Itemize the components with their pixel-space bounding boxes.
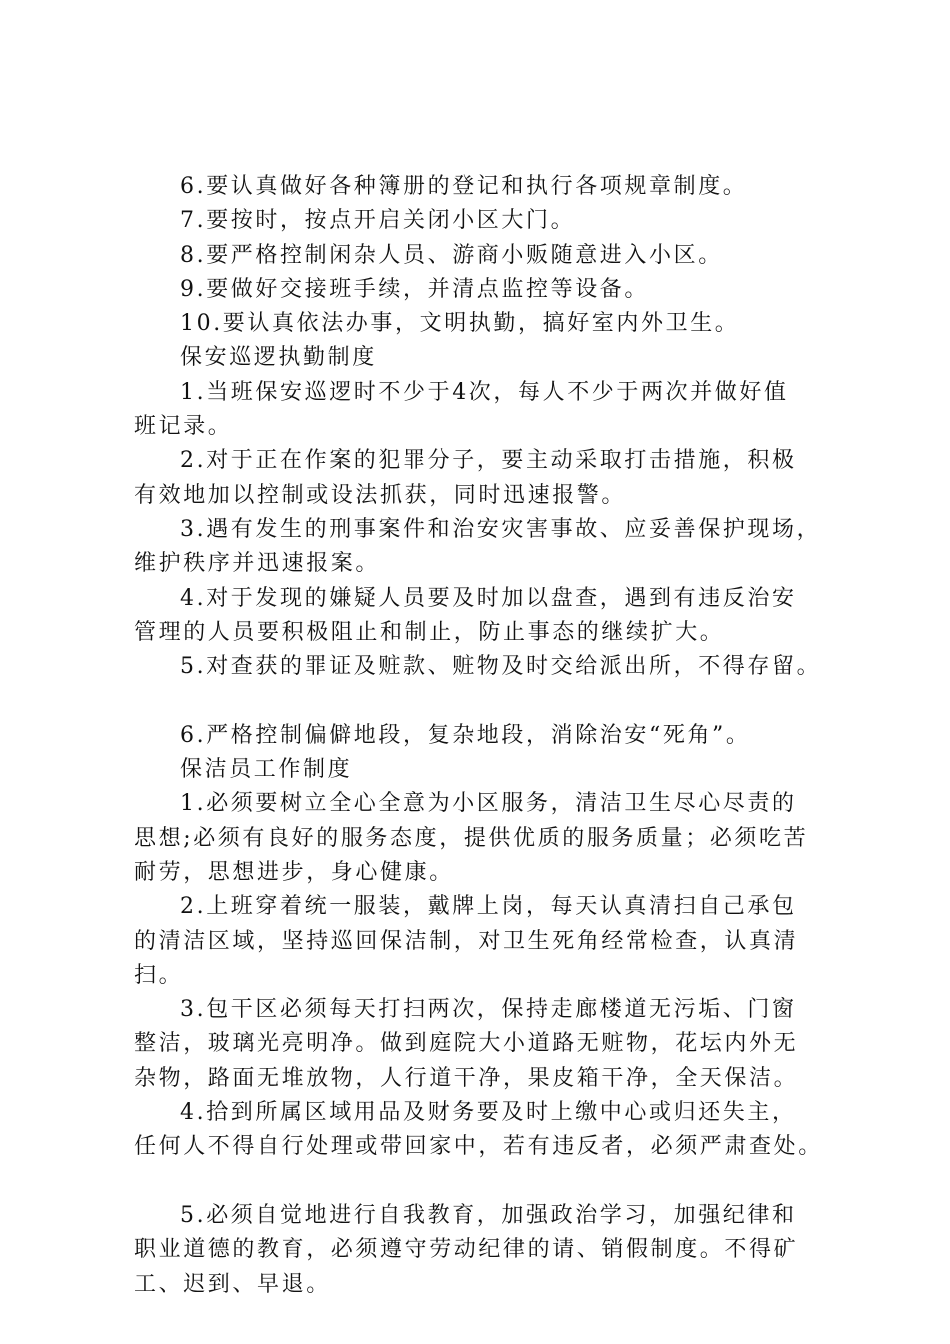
section-heading-cleaning: 保洁员工作制度 (180, 757, 353, 783)
cleaning-rule-5-cont-a: 职业道德的教育，必须遵守劳动纪律的请、销假制度。不得矿 (134, 1237, 799, 1263)
patrol-rule-3: 3.遇有发生的刑事案件和治安灾害事故、应妥善保护现场， (180, 516, 822, 542)
rule-9-handover: 9.要做好交接班手续，并清点监控等设备。 (180, 276, 649, 302)
cleaning-rule-1-cont-b: 耐劳，思想进步，身心健康。 (134, 859, 454, 885)
patrol-rule-4: 4.对于发现的嫌疑人员要及时加以盘查，遇到有违反治安 (180, 585, 797, 611)
cleaning-rule-1-cont-a: 思想;必须有良好的服务态度，提供优质的服务质量；必须吃苦 (134, 825, 809, 851)
cleaning-rule-2: 2.上班穿着统一服装，戴牌上岗，每天认真清扫自己承包 (180, 894, 797, 920)
patrol-rule-2-cont: 有效地加以控制或设法抓获，同时迅速报警。 (134, 482, 627, 508)
cleaning-rule-5-cont-b: 工、迟到、早退。 (134, 1271, 331, 1297)
blank-line (134, 1165, 854, 1199)
blank-line (134, 684, 854, 718)
rule-6-records: 6.要认真做好各种簿册的登记和执行各项规章制度。 (180, 174, 748, 199)
cleaning-rule-1: 1.必须要树立全心全意为小区服务，清洁卫生尽心尽责的 (180, 791, 797, 817)
cleaning-rule-5: 5.必须自觉地进行自我教育，加强政治学习，加强纪律和 (180, 1202, 797, 1228)
document-body (134, 170, 854, 1302)
rule-7-gate: 7.要按时，按点开启关闭小区大门。 (180, 208, 576, 234)
patrol-rule-3-cont: 维护秩序并迅速报案。 (134, 551, 381, 577)
cleaning-rule-3-cont-b: 杂物，路面无堆放物，人行道干净，果皮箱干净，全天保洁。 (134, 1065, 799, 1091)
cleaning-rule-2-cont-a: 的清洁区域，坚持巡回保洁制，对卫生死角经常检查，认真清 (134, 928, 799, 954)
rule-8-vendors: 8.要严格控制闲杂人员、游商小贩随意进入小区。 (180, 242, 723, 268)
cleaning-rule-4: 4.拾到所属区域用品及财务要及时上缴中心或归还失主， (180, 1100, 797, 1126)
patrol-rule-4-cont: 管理的人员要积极阻止和制止，防止事态的继续扩大。 (134, 619, 725, 645)
patrol-rule-1-cont: 班记录。 (134, 414, 233, 440)
patrol-rule-6: 6.严格控制偏僻地段，复杂地段，消除治安“死角”。 (180, 722, 751, 748)
cleaning-rule-3: 3.包干区必须每天打扫两次，保持走廊楼道无污垢、门窗 (180, 997, 797, 1023)
cleaning-rule-2-cont-b: 扫。 (134, 962, 184, 988)
cleaning-rule-3-cont-a: 整洁，玻璃光亮明净。做到庭院大小道路无赃物，花坛内外无 (134, 1031, 799, 1057)
patrol-rule-2: 2.对于正在作案的犯罪分子，要主动采取打击措施，积极 (180, 448, 797, 474)
rule-10-conduct: 10.要认真依法办事，文明执勤，搞好室内外卫生。 (180, 311, 740, 337)
patrol-rule-1: 1.当班保安巡逻时不少于4次，每人不少于两次并做好值 (180, 379, 789, 405)
patrol-rule-5: 5.对查获的罪证及赃款、赃物及时交给派出所，不得存留。 (180, 654, 822, 680)
cleaning-rule-4-cont: 任何人不得自行处理或带回家中，若有违反者，必须严肃查处。 (134, 1134, 823, 1160)
section-heading-patrol: 保安巡逻执勤制度 (180, 345, 377, 371)
